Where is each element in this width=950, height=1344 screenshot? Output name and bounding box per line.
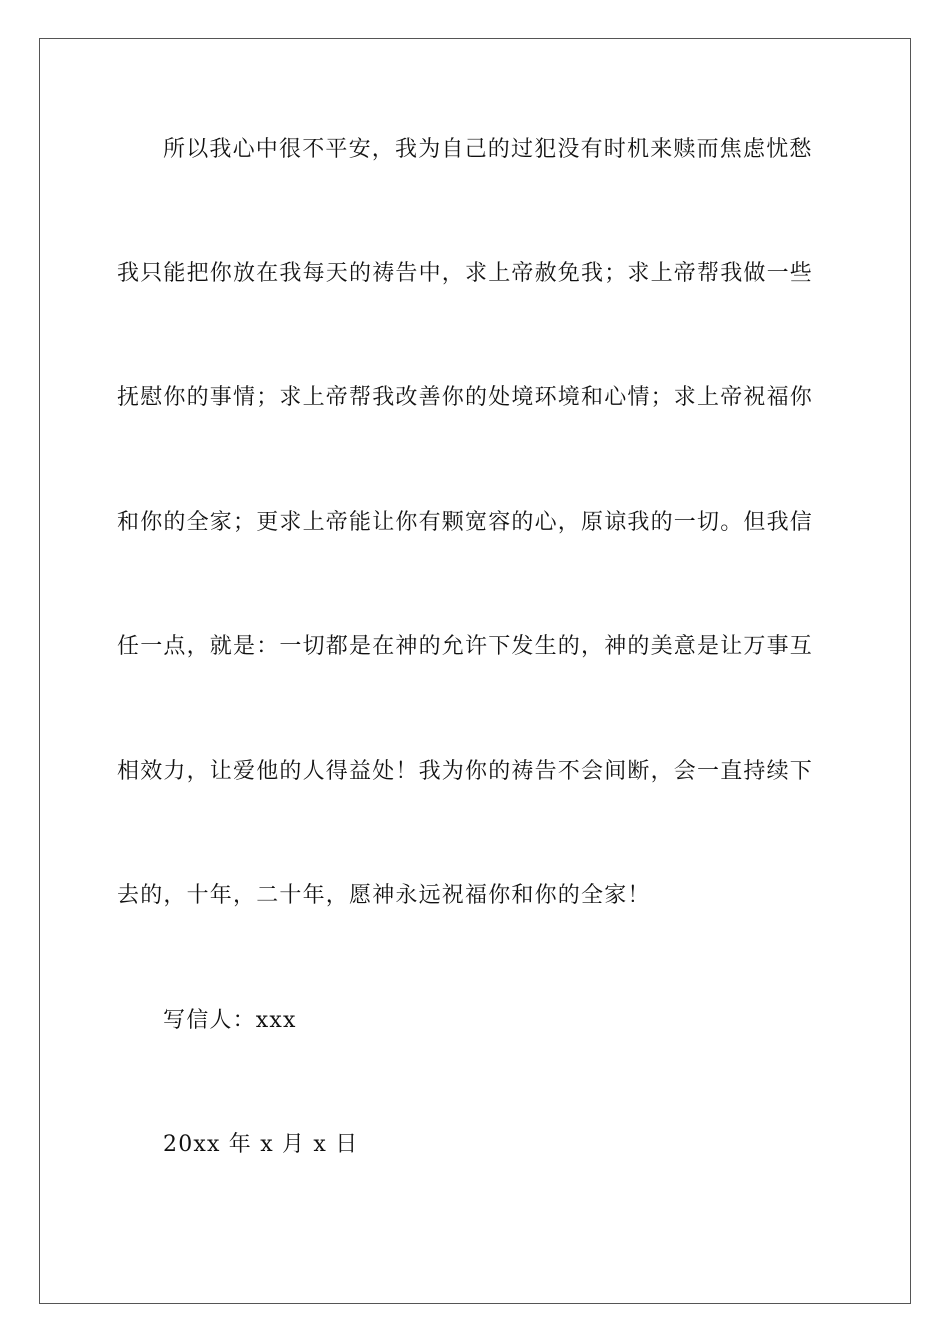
paragraph-line-3: 抚慰你的事情；求上帝帮我改善你的处境环境和心情；求上帝祝福你 (117, 385, 814, 410)
paragraph-line-2: 我只能把你放在我每天的祷告中，求上帝赦免我；求上帝帮我做一些 (117, 261, 814, 286)
paragraph-line-6: 相效力，让爱他的人得益处！我为你的祷告不会间断，会一直持续下 (117, 759, 814, 784)
paragraph-line-7: 去的，十年，二十年，愿神永远祝福你和你的全家！ (117, 883, 651, 908)
paragraph-line-5: 任一点，就是：一切都是在神的允许下发生的，神的美意是让万事互 (117, 634, 814, 659)
signature-line: 写信人：xxx (163, 1008, 297, 1033)
paragraph-line-4: 和你的全家；更求上帝能让你有颗宽容的心，原谅我的一切。但我信 (117, 510, 814, 535)
date-line: 20xx 年 x 月 x 日 (163, 1132, 359, 1157)
paragraph-line-1: 所以我心中很不平安，我为自己的过犯没有时机来赎而焦虑忧愁 (163, 137, 813, 162)
page-border (39, 38, 911, 1304)
